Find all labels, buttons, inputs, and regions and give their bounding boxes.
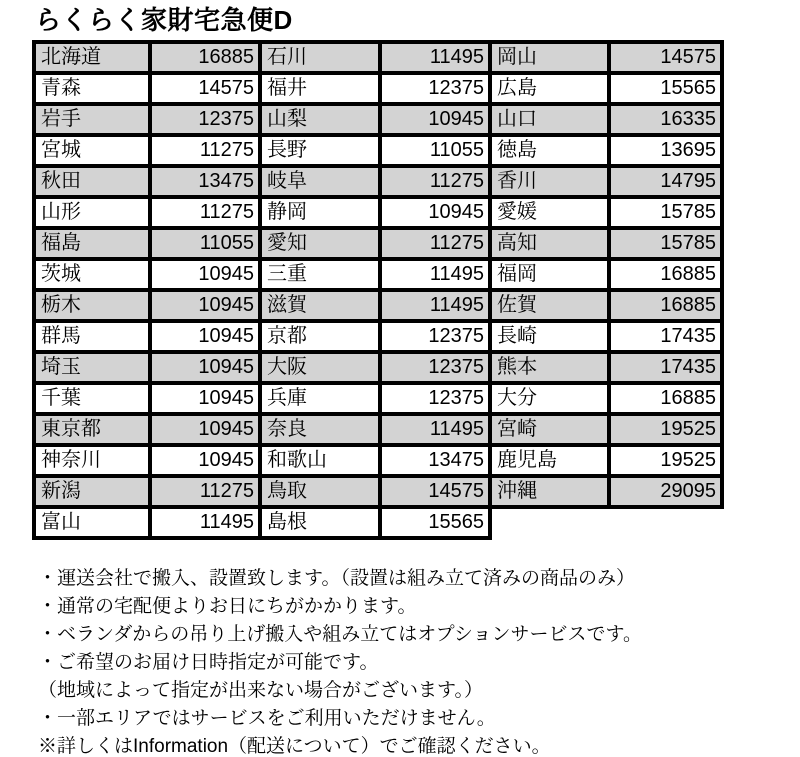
price-cell: 10945 bbox=[150, 383, 260, 414]
table-row bbox=[34, 228, 722, 259]
table-row bbox=[34, 259, 722, 290]
price-cell: 16335 bbox=[609, 104, 722, 135]
prefecture-cell: 福井 bbox=[260, 73, 380, 104]
price-cell: 14795 bbox=[609, 166, 722, 197]
notes bbox=[38, 565, 800, 757]
table-row bbox=[34, 445, 722, 476]
prefecture-cell: 神奈川 bbox=[34, 445, 150, 476]
prefecture-cell: 富山 bbox=[34, 507, 150, 538]
price-cell: 11275 bbox=[150, 135, 260, 166]
prefecture-cell: 島根 bbox=[260, 507, 380, 538]
price-cell: 17435 bbox=[609, 321, 722, 352]
price-cell: 11275 bbox=[380, 228, 490, 259]
table-row bbox=[34, 476, 722, 507]
table-row bbox=[34, 197, 722, 228]
prefecture-cell: 佐賀 bbox=[490, 290, 609, 321]
price-cell: 10945 bbox=[150, 414, 260, 445]
table-row bbox=[34, 321, 722, 352]
price-cell: 11275 bbox=[150, 197, 260, 228]
prefecture-cell: 埼玉 bbox=[34, 352, 150, 383]
prefecture-cell: 福岡 bbox=[490, 259, 609, 290]
empty-cell bbox=[490, 507, 609, 538]
price-cell: 15785 bbox=[609, 197, 722, 228]
table-row bbox=[34, 135, 722, 166]
price-cell: 11275 bbox=[380, 166, 490, 197]
price-cell: 10945 bbox=[380, 104, 490, 135]
prefecture-cell: 宮城 bbox=[34, 135, 150, 166]
price-cell: 14575 bbox=[150, 73, 260, 104]
prefecture-cell: 北海道 bbox=[34, 42, 150, 73]
price-cell: 13475 bbox=[150, 166, 260, 197]
price-cell: 16885 bbox=[609, 290, 722, 321]
table-row bbox=[34, 290, 722, 321]
note-line: ※詳しくはInformation（配送について）でご確認ください。 bbox=[38, 735, 551, 757]
prefecture-cell: 広島 bbox=[490, 73, 609, 104]
price-cell: 15785 bbox=[609, 228, 722, 259]
price-cell: 11495 bbox=[380, 290, 490, 321]
price-cell: 11495 bbox=[150, 507, 260, 538]
note-line: ・ベランダからの吊り上げ搬入や組み立てはオプションサービスです。 bbox=[38, 623, 643, 645]
table-row bbox=[34, 352, 722, 383]
price-cell: 13695 bbox=[609, 135, 722, 166]
price-cell: 11495 bbox=[380, 259, 490, 290]
prefecture-cell: 愛媛 bbox=[490, 197, 609, 228]
price-cell: 10945 bbox=[150, 445, 260, 476]
price-cell: 12375 bbox=[380, 321, 490, 352]
prefecture-cell: 長崎 bbox=[490, 321, 609, 352]
empty-cell bbox=[609, 507, 722, 538]
prefecture-cell: 岩手 bbox=[34, 104, 150, 135]
prefecture-cell: 山口 bbox=[490, 104, 609, 135]
prefecture-cell: 長野 bbox=[260, 135, 380, 166]
prefecture-cell: 茨城 bbox=[34, 259, 150, 290]
price-cell: 10945 bbox=[150, 352, 260, 383]
price-cell: 12375 bbox=[150, 104, 260, 135]
price-cell: 17435 bbox=[609, 352, 722, 383]
price-cell: 14575 bbox=[380, 476, 490, 507]
note-line: ・一部エリアではサービスをご利用いただけません。 bbox=[38, 707, 496, 729]
prefecture-cell: 宮崎 bbox=[490, 414, 609, 445]
prefecture-cell: 京都 bbox=[260, 321, 380, 352]
price-cell: 14575 bbox=[609, 42, 722, 73]
price-cell: 11055 bbox=[380, 135, 490, 166]
table-row bbox=[34, 42, 722, 73]
prefecture-cell: 東京都 bbox=[34, 414, 150, 445]
note-line: ・ご希望のお届け日時指定が可能です。 bbox=[38, 651, 379, 673]
table-row bbox=[34, 166, 722, 197]
prefecture-cell: 岐阜 bbox=[260, 166, 380, 197]
prefecture-cell: 鹿児島 bbox=[490, 445, 609, 476]
price-cell: 10945 bbox=[150, 259, 260, 290]
prefecture-cell: 大阪 bbox=[260, 352, 380, 383]
prefecture-cell: 石川 bbox=[260, 42, 380, 73]
prefecture-cell: 熊本 bbox=[490, 352, 609, 383]
price-cell: 19525 bbox=[609, 445, 722, 476]
price-cell: 16885 bbox=[150, 42, 260, 73]
prefecture-cell: 愛知 bbox=[260, 228, 380, 259]
price-cell: 10945 bbox=[150, 321, 260, 352]
price-cell: 15565 bbox=[380, 507, 490, 538]
prefecture-cell: 滋賀 bbox=[260, 290, 380, 321]
prefecture-cell: 沖縄 bbox=[490, 476, 609, 507]
prefecture-cell: 福島 bbox=[34, 228, 150, 259]
price-cell: 12375 bbox=[380, 383, 490, 414]
prefecture-cell: 奈良 bbox=[260, 414, 380, 445]
price-cell: 11055 bbox=[150, 228, 260, 259]
note-line: （地域によって指定が出来ない場合がございます。） bbox=[38, 679, 483, 701]
prefecture-cell: 兵庫 bbox=[260, 383, 380, 414]
price-cell: 11495 bbox=[380, 414, 490, 445]
prefecture-cell: 大分 bbox=[490, 383, 609, 414]
price-cell: 12375 bbox=[380, 352, 490, 383]
price-table-body bbox=[34, 42, 722, 538]
prefecture-cell: 岡山 bbox=[490, 42, 609, 73]
price-cell: 15565 bbox=[609, 73, 722, 104]
prefecture-cell: 静岡 bbox=[260, 197, 380, 228]
price-cell: 11275 bbox=[150, 476, 260, 507]
price-cell: 10945 bbox=[380, 197, 490, 228]
prefecture-cell: 三重 bbox=[260, 259, 380, 290]
prefecture-cell: 高知 bbox=[490, 228, 609, 259]
prefecture-cell: 徳島 bbox=[490, 135, 609, 166]
table-row bbox=[34, 383, 722, 414]
price-cell: 13475 bbox=[380, 445, 490, 476]
price-cell: 12375 bbox=[380, 73, 490, 104]
prefecture-cell: 栃木 bbox=[34, 290, 150, 321]
prefecture-cell: 新潟 bbox=[34, 476, 150, 507]
prefecture-cell: 青森 bbox=[34, 73, 150, 104]
prefecture-cell: 鳥取 bbox=[260, 476, 380, 507]
table-row bbox=[34, 73, 722, 104]
prefecture-cell: 和歌山 bbox=[260, 445, 380, 476]
prefecture-cell: 群馬 bbox=[34, 321, 150, 352]
price-cell: 19525 bbox=[609, 414, 722, 445]
note-line: ・通常の宅配便よりお日にちがかかります。 bbox=[38, 595, 417, 617]
price-cell: 16885 bbox=[609, 383, 722, 414]
page-title: らくらく家財宅急便D bbox=[35, 5, 293, 35]
prefecture-cell: 秋田 bbox=[34, 166, 150, 197]
price-cell: 29095 bbox=[609, 476, 722, 507]
prefecture-cell: 山形 bbox=[34, 197, 150, 228]
table-row bbox=[34, 507, 722, 538]
prefecture-cell: 千葉 bbox=[34, 383, 150, 414]
table-row bbox=[34, 104, 722, 135]
prefecture-cell: 山梨 bbox=[260, 104, 380, 135]
table-row bbox=[34, 414, 722, 445]
note-line: ・運送会社で搬入、設置致します。（設置は組み立て済みの商品のみ） bbox=[38, 567, 635, 589]
price-cell: 16885 bbox=[609, 259, 722, 290]
shipping-price-table bbox=[32, 40, 724, 540]
prefecture-cell: 香川 bbox=[490, 166, 609, 197]
price-cell: 11495 bbox=[380, 42, 490, 73]
price-cell: 10945 bbox=[150, 290, 260, 321]
